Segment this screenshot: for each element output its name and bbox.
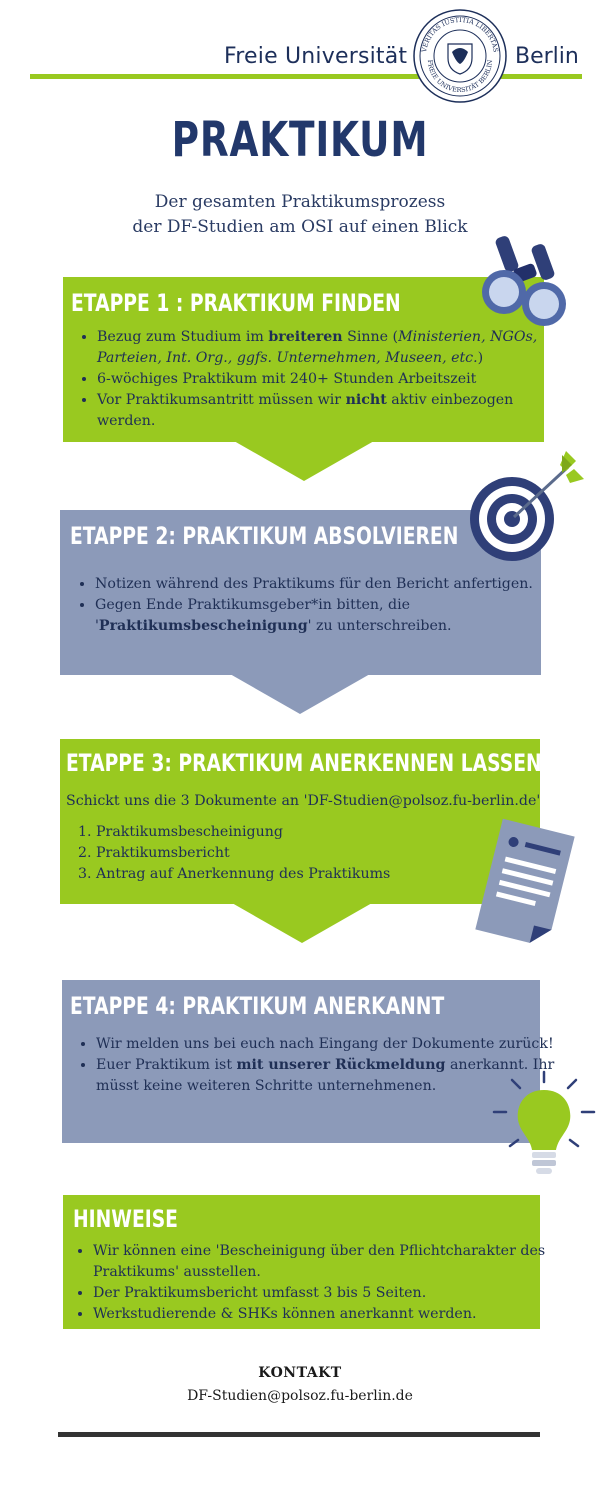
list-item: 1. Praktikumsbescheinigung (96, 822, 496, 843)
text-italic: Ministerien, NGOs, Parteien, Int. Org., ggfs. Unternehmen, Museen, etc. (97, 329, 538, 366)
notes-title: HINWEISE (73, 1205, 178, 1233)
notes-list (61, 1241, 561, 1325)
text-bold: mit unserer Rückmeldung (236, 1057, 446, 1073)
list-item: 3. Antrag auf Anerkennung des Praktikums (96, 864, 496, 885)
university-seal-icon (412, 8, 508, 104)
subtitle-line-2: der DF-Studien am OSI auf einen Blick (132, 217, 468, 237)
stage-3-list (64, 822, 496, 885)
list-item (97, 327, 567, 369)
list-item: • Wir melden uns bei euch nach Eingang der Dokumente zurück! (96, 1034, 566, 1055)
text: Euer Praktikum ist (96, 1057, 237, 1073)
stage-2-title: ETAPPE 2: PRAKTIKUM ABSOLVIEREN (70, 522, 459, 550)
stage-2-list (63, 574, 560, 637)
stage-3-intro: Schickt uns die 3 Dokumente an 'DF-Studien@polsoz.fu-berlin.de' (66, 793, 541, 809)
text: aktiv einbezogen werden. (97, 392, 514, 429)
text-bold: breiteren (268, 329, 343, 345)
list-item: 2. Praktikumsbericht (96, 843, 496, 864)
list-item: • Der Praktikumsbericht umfasst 3 bis 5 Seiten. (93, 1283, 561, 1304)
stage-1-arrow (234, 441, 374, 481)
stage-3-arrow (232, 903, 372, 943)
contact-title: KONTAKT (258, 1365, 342, 1381)
target-icon (470, 445, 590, 565)
stage-1-list (65, 327, 567, 432)
stage-1-box (63, 277, 544, 442)
subtitle-line-1: Der gesamten Praktikumsprozess (154, 192, 446, 212)
list-item: • Notizen während des Praktikums für den Bericht anfertigen. (95, 574, 560, 595)
page-title: PRAKTIKUM (171, 112, 429, 168)
list-item: • Werkstudierende & SHKs können anerkannt werden. (93, 1304, 561, 1325)
document-icon (470, 818, 580, 948)
stage-4-title: ETAPPE 4: PRAKTIKUM ANERKANNT (70, 992, 445, 1020)
text: Sinne ( (342, 329, 399, 345)
footer-divider (58, 1432, 540, 1437)
lightbulb-icon (490, 1068, 598, 1180)
seal-text: VERITAS IUSTITIA LIBERTAS (420, 15, 500, 53)
list-item: • Wir können eine 'Bescheinigung über den Pflichtcharakter des Praktikums' ausstellen. (93, 1241, 561, 1283)
stage-2-box (60, 510, 541, 675)
text: ' zu unterschreiben. (307, 618, 452, 634)
list-item (97, 390, 567, 432)
stage-4-box (62, 980, 555, 1143)
text: Vor Praktikumsantritt müssen wir (97, 392, 346, 408)
stage-1-title: ETAPPE 1 : PRAKTIKUM FINDEN (71, 289, 401, 317)
contact-email: DF-Studien@polsoz.fu-berlin.de (187, 1388, 413, 1404)
text: anerkannt. Ihr müsst keine weiteren Schritte unternehmenen. (96, 1057, 555, 1094)
stage-2-arrow (230, 674, 370, 714)
notes-box (63, 1195, 546, 1329)
stage-3-title: ETAPPE 3: PRAKTIKUM ANERKENNEN LASSEN (66, 749, 542, 777)
seal-text: FREIE UNIVERSITÄT BERLIN (425, 59, 495, 95)
text-bold: nicht (345, 392, 387, 408)
binoculars-icon (478, 232, 574, 328)
text: Bezug zum Studium im (97, 329, 269, 345)
university-name-right: Berlin (515, 44, 579, 69)
university-name-left: Freie Universität (224, 44, 408, 69)
text-bold: Praktikumsbescheinigung (98, 618, 308, 634)
list-item: • 6-wöchiges Praktikum mit 240+ Stunden Arbeitszeit (97, 369, 567, 390)
list-item (95, 595, 560, 637)
stage-3-box (60, 739, 540, 904)
text: ) (477, 350, 484, 366)
text: Gegen Ende Praktikumsgeber*in bitten, die ' (95, 597, 411, 634)
